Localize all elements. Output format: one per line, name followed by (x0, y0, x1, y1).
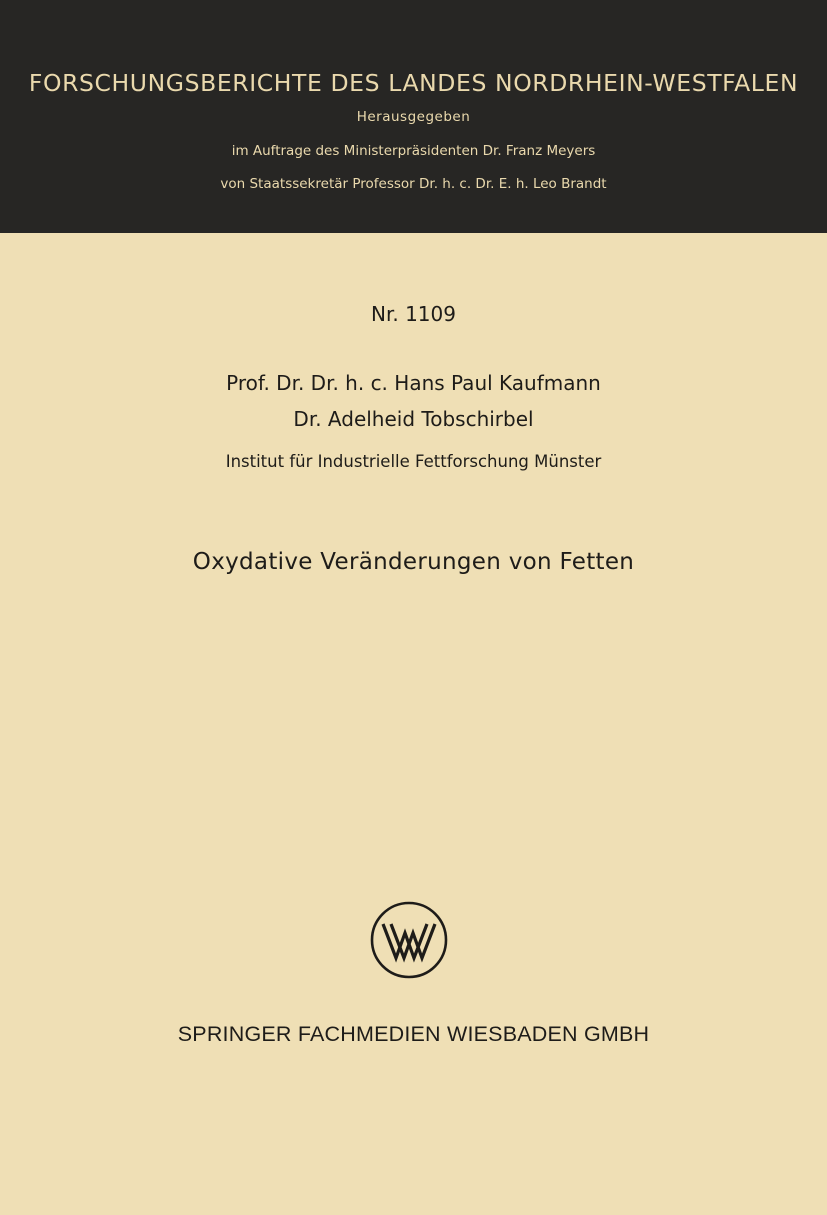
series-title: FORSCHUNGSBERICHTE DES LANDES NORDRHEIN-WESTFALEN (28, 69, 799, 97)
editor-line-commission: im Auftrage des Ministerpräsidenten Dr. Franz Meyers (231, 143, 596, 159)
author-secondary: Dr. Adelheid Tobschirbel (293, 407, 534, 431)
institute-name: Institut für Industrielle Fettforschung Münster (225, 452, 602, 471)
editor-intro: Herausgegeben (356, 109, 471, 125)
report-number: Nr. 1109 (371, 302, 456, 326)
cover-header-band (0, 0, 827, 233)
westdeutscher-verlag-ww-logo-icon (369, 900, 449, 980)
author-primary: Prof. Dr. Dr. h. c. Hans Paul Kaufmann (226, 371, 601, 395)
publisher-name: SPRINGER FACHMEDIEN WIESBADEN GMBH (177, 1022, 650, 1046)
editor-line-secretary: von Staatssekretär Professor Dr. h. c. Dr. E. h. Leo Brandt (220, 176, 607, 192)
book-title: Oxydative Veränderungen von Fetten (192, 549, 635, 575)
